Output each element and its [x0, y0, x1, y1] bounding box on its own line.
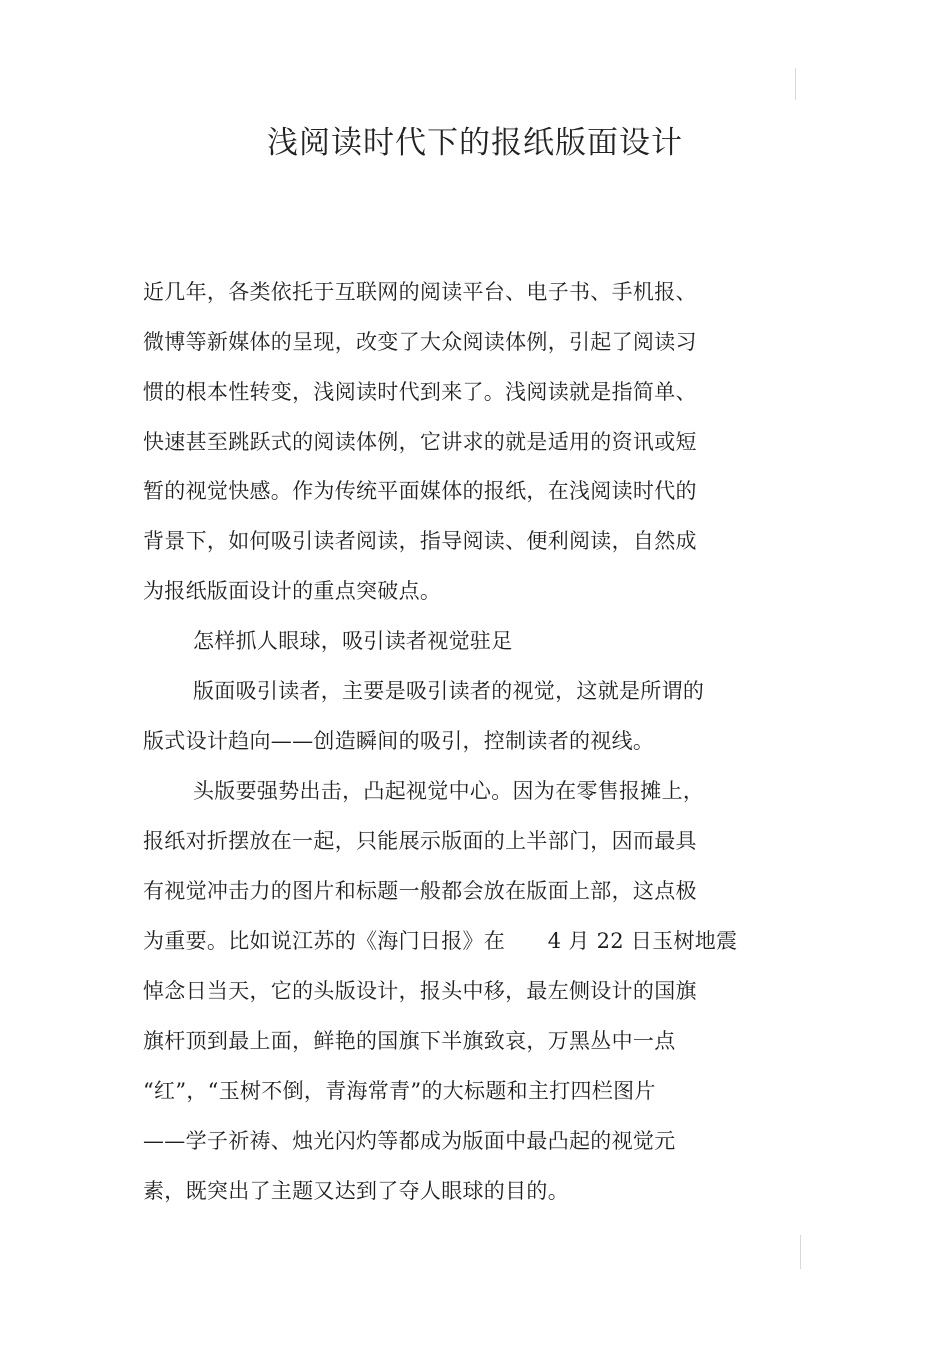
body-line-16: 旗杆顶到最上面，鲜艳的国旗下半旗致哀，万黑丛中一点 [143, 1029, 676, 1053]
body-line-6: 背景下，如何吸引读者阅读，指导阅读、便利阅读，自然成 [143, 529, 697, 553]
body-line-19: 素，既突出了主题又达到了夺人眼球的目的。 [143, 1179, 569, 1203]
body-line-9: 版面吸引读者，主要是吸引读者的视觉，这就是所谓的 [193, 679, 705, 703]
body-line-10: 版式设计趋向——创造瞬间的吸引，控制读者的视线。 [143, 729, 655, 753]
body-line-17: “红”，“玉树不倒，青海常青”的大标题和主打四栏图片 [143, 1079, 656, 1103]
body-line-15: 悼念日当天，它的头版设计，报头中移，最左侧设计的国旗 [143, 979, 697, 1003]
body-line-3: 惯的根本性转变，浅阅读时代到来了。浅阅读就是指简单、 [143, 380, 697, 404]
body-line-11: 头版要强势出击，凸起视觉中心。因为在零售报摊上， [193, 779, 705, 803]
top-right-margin-mark [795, 68, 796, 100]
body-line-18: ——学子祈祷、烛光闪灼等都成为版面中最凸起的视觉元 [143, 1129, 676, 1153]
body-line-5: 暂的视觉快感。作为传统平面媒体的报纸，在浅阅读时代的 [143, 479, 697, 503]
bottom-right-margin-mark [800, 1235, 801, 1269]
section-heading: 怎样抓人眼球，吸引读者视觉驻足 [193, 629, 513, 653]
body-line-1: 近几年，各类依托于互联网的阅读平台、电子书、手机报、 [143, 280, 697, 304]
body-line-12: 报纸对折摆放在一起，只能展示版面的上半部门，因而最具 [143, 829, 697, 853]
document-title: 浅阅读时代下的报纸版面设计 [267, 125, 683, 161]
body-line-14: 为重要。比如说江苏的《海门日报》在 4 月 22 日玉树地震 [143, 929, 738, 953]
body-line-2: 微博等新媒体的呈现，改变了大众阅读体例，引起了阅读习 [143, 330, 697, 354]
body-line-13: 有视觉冲击力的图片和标题一般都会放在版面上部，这点极 [143, 879, 697, 903]
body-line-7: 为报纸版面设计的重点突破点。 [143, 579, 442, 603]
body-line-4: 快速甚至跳跃式的阅读体例，它讲求的就是适用的资讯或短 [143, 430, 697, 454]
